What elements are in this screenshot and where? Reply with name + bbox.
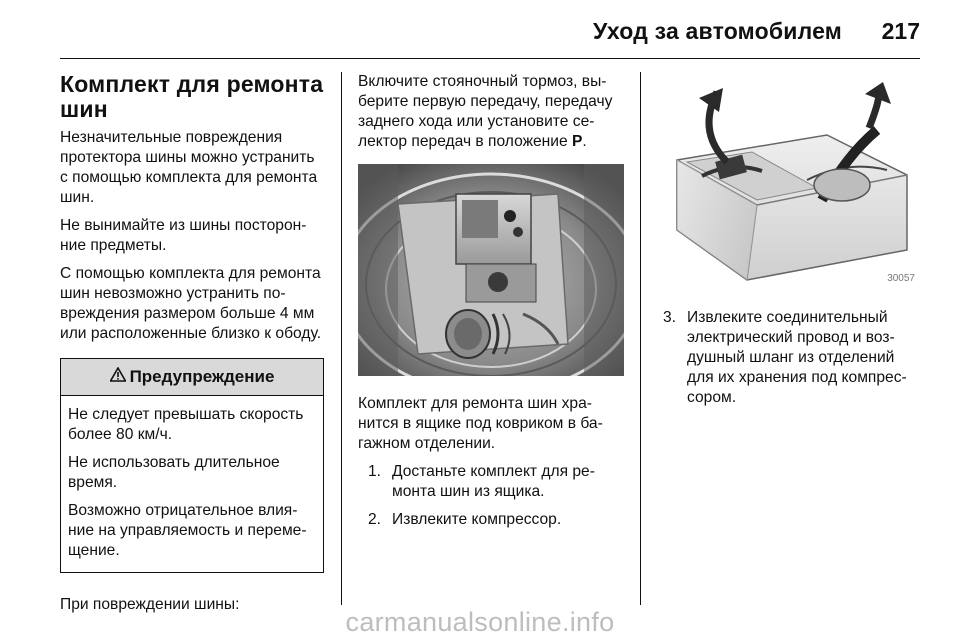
step-number: 2. [368,511,382,528]
section-title-line1: Комплект для ремонта [60,71,324,97]
step-text: Извлеките соединительный электрический провод и воз-душный шланг из отделений для их хранения под компрес-сором. [687,309,907,406]
warning-triangle-icon [110,367,126,388]
page-header [0,0,960,58]
gear-position-p: P [572,133,583,150]
header-rule [60,58,920,59]
warning-item-speed: Не следует превышать скорость более 80 км/ч. [68,406,304,443]
compressor-removal-illustration [657,80,920,292]
figure-code: 30057 [887,273,915,284]
column-3 [657,72,920,416]
column-1 [60,72,326,623]
header-title: Уход за автомобилем [592,18,842,44]
section-title [60,72,326,122]
page-number: 217 [881,18,920,44]
column-2 [358,72,624,538]
steps-list-2 [663,308,920,408]
warning-box [60,358,324,573]
warning-item-handling: Возможно отрицательное влия-ние на управляемость и переме-щение. [68,502,307,559]
paragraph-on-damage: При повреждении шины: [60,596,240,613]
column-divider-right [640,72,641,605]
paragraph-intro: Незначительные повреждения протектора шины можно устранить с помощью комплекта для ремонта шин. [60,129,318,206]
warning-body [61,396,323,572]
parking-brake-end: . [582,133,587,150]
photo-caption: Комплект для ремонта шин хра-нится в ящике под ковриком в ба-гажном отделении. [358,395,603,452]
step-text: Извлеките компрессор. [392,511,562,528]
paragraph-limitations: С помощью комплекта для ремонта шин невозможно устранить по-вреждения размером больше 4 мм или расположенные близко к ободу. [60,265,322,342]
paragraph-foreign-objects: Не вынимайте из шины посторон-ние предметы. [60,217,307,254]
step-text: Достаньте комплект для ре-монта шин из ящика. [392,463,595,500]
step-number: 1. [368,463,382,480]
steps-list-1 [368,462,624,530]
column-divider-left [341,72,342,605]
list-item [663,308,920,408]
parking-brake-text: Включите стояночный тормоз, вы-берите первую передачу, передачу заднего хода или установите се-лектор передач в положение [358,73,613,150]
list-item [368,462,624,502]
list-item [368,510,624,530]
warning-title: Предупреждение [129,367,275,386]
warning-item-duration: Не использовать длительное время. [68,454,280,491]
warning-header [61,359,323,396]
watermark: carmanualsonline.info [345,607,615,637]
step-number: 3. [663,309,677,326]
section-title-line2: шин [60,96,108,122]
paragraph-parking-brake [358,72,624,152]
trunk-compartment-photo [358,164,624,376]
